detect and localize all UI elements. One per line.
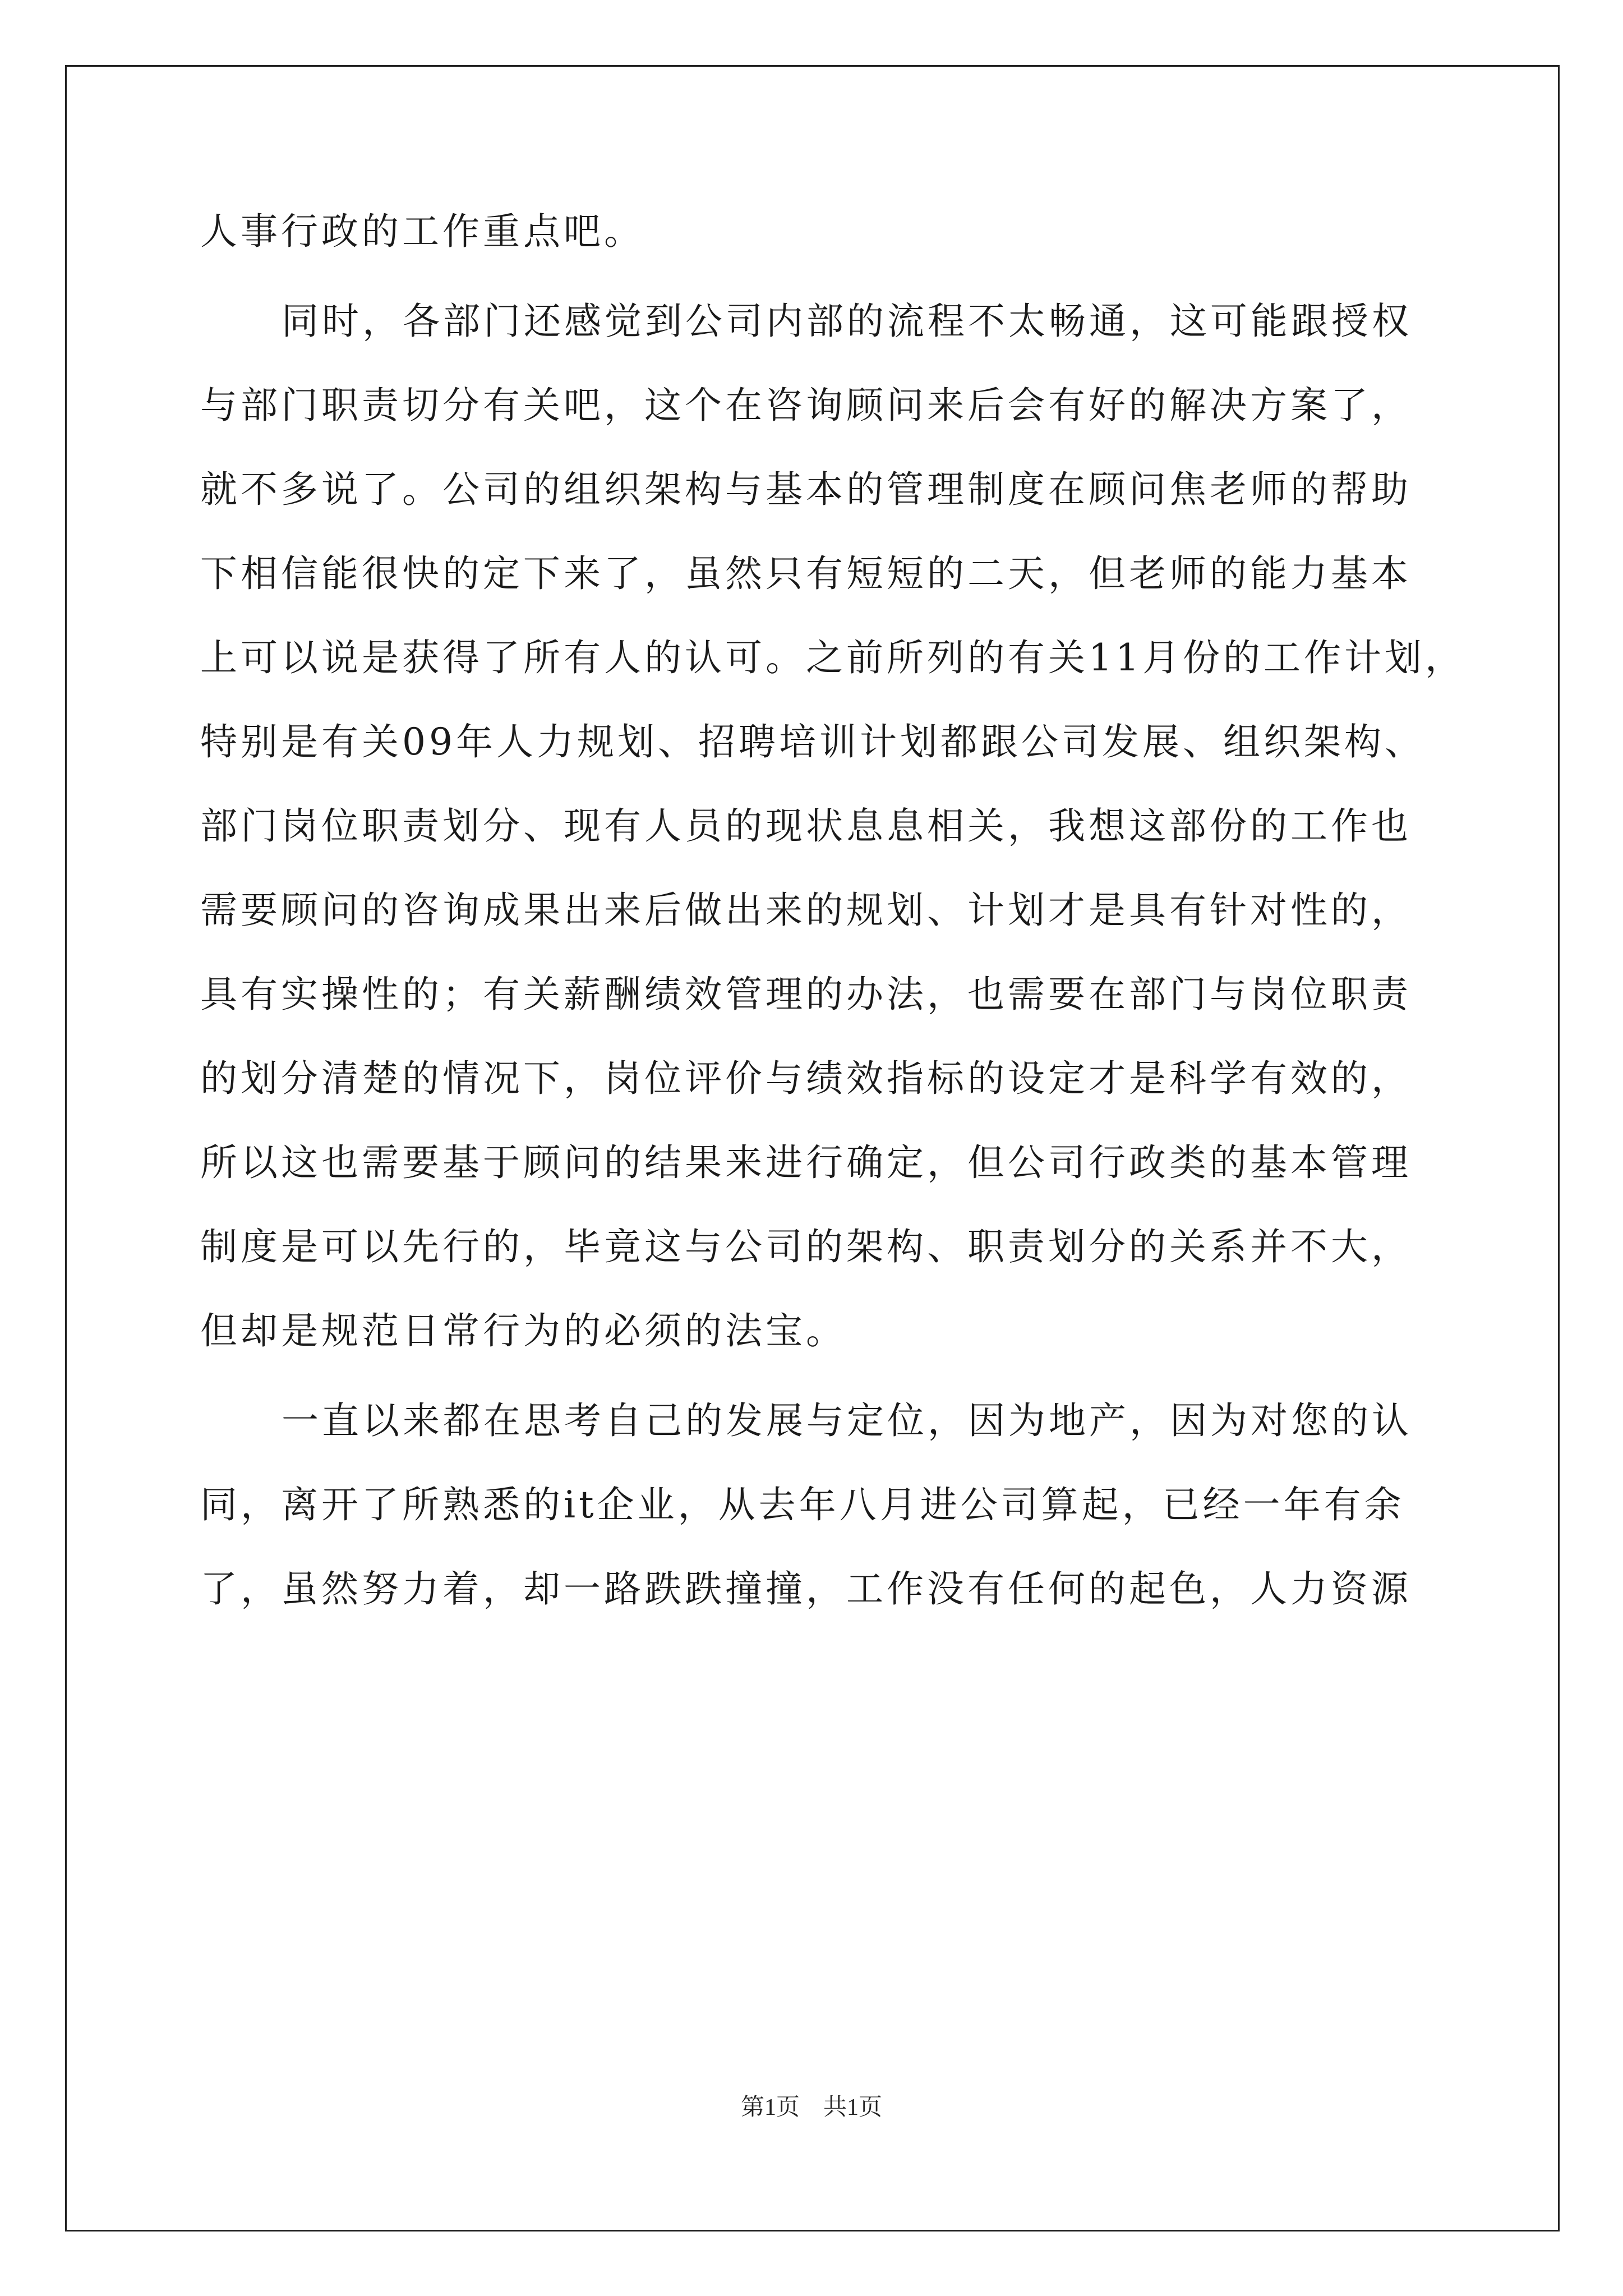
text-line: 一直以来都在思考自己的发展与定位，因为地产，因为对您的认 xyxy=(282,1399,1412,1442)
text-line: 了，虽然努力着，却一路跌跌撞撞，工作没有任何的起色，人力资源 xyxy=(200,1567,1412,1611)
text-line: 同时，各部门还感觉到公司内部的流程不太畅通，这可能跟授权 xyxy=(282,300,1412,343)
text-line: 与部门职责切分有关吧，这个在咨询顾问来后会有好的解决方案了， xyxy=(200,384,1412,427)
page-number-footer: 第1页 共1页 xyxy=(740,2095,882,2120)
text-line: 同，离开了所熟悉的it企业，从去年八月进公司算起，已经一年有余 xyxy=(200,1483,1405,1526)
text-line: 需要顾问的咨询成果出来后做出来的规划、计划才是具有针对性的， xyxy=(200,889,1412,932)
text-line: 人事行政的工作重点吧。 xyxy=(200,210,644,253)
text-line: 下相信能很快的定下来了，虽然只有短短的二天，但老师的能力基本 xyxy=(200,552,1412,595)
text-line: 的划分清楚的情况下，岗位评价与绩效指标的设定才是科学有效的， xyxy=(200,1057,1412,1100)
text-line: 制度是可以先行的，毕竟这与公司的架构、职责划分的关系并不大， xyxy=(200,1225,1412,1268)
text-line: 所以这也需要基于顾问的结果来进行确定，但公司行政类的基本管理 xyxy=(200,1141,1412,1184)
text-line: 特别是有关09年人力规划、招聘培训计划都跟公司发展、组织架构、 xyxy=(200,720,1425,763)
text-line: 但却是规范日常行为的必须的法宝。 xyxy=(200,1309,846,1352)
text-line: 上可以说是获得了所有人的认可。之前所列的有关11月份的工作计划， xyxy=(200,636,1465,679)
text-line: 部门岗位职责划分、现有人员的现状息息相关，我想这部份的工作也 xyxy=(200,804,1412,848)
text-line: 就不多说了。公司的组织架构与基本的管理制度在顾问焦老师的帮助 xyxy=(200,468,1412,511)
text-line: 具有实操性的；有关薪酬绩效管理的办法，也需要在部门与岗位职责 xyxy=(200,973,1412,1016)
